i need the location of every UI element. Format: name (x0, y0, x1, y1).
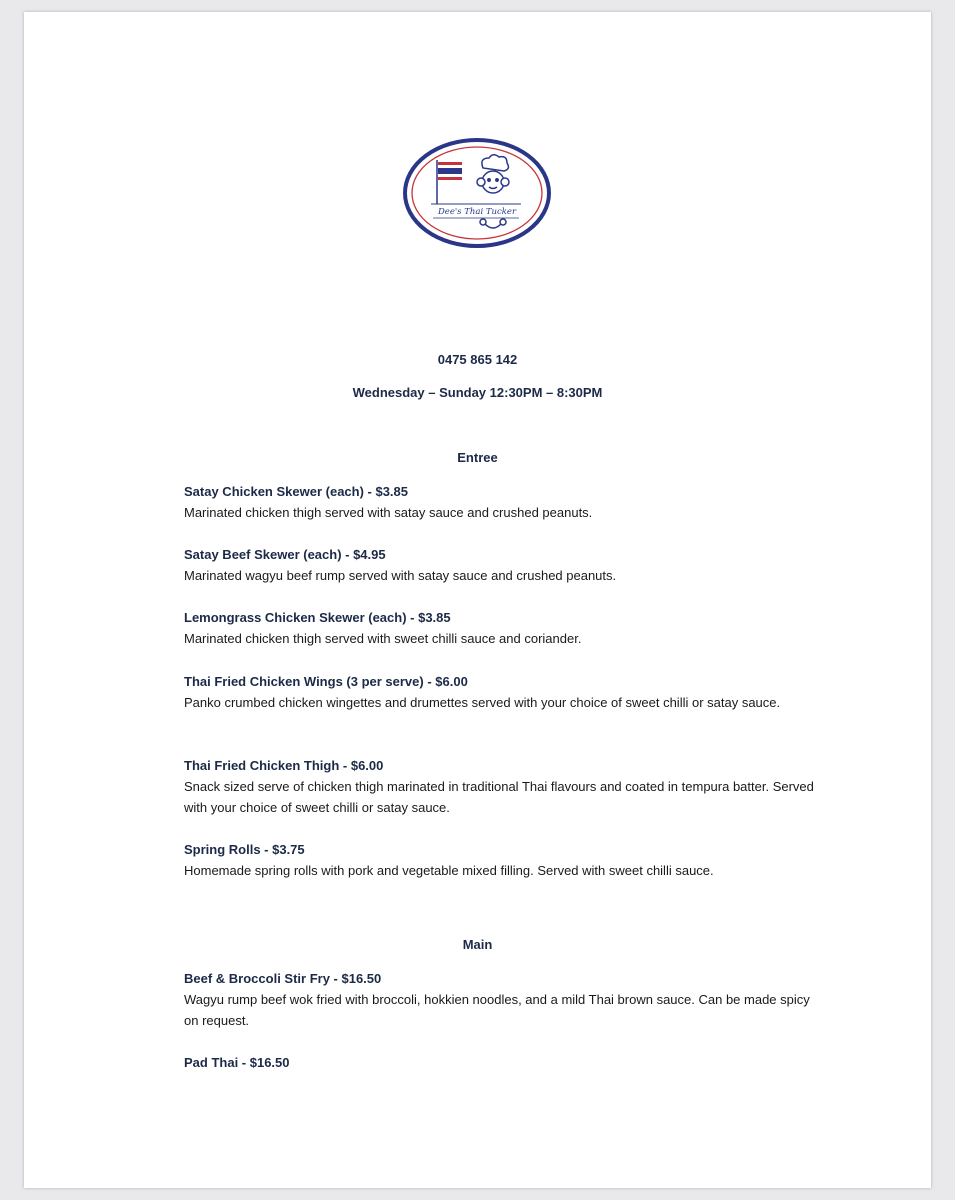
restaurant-logo (403, 138, 551, 248)
menu-item-description: Snack sized serve of chicken thigh marinated in traditional Thai flavours and coated in tempura batter. Served with your choice of sweet chilli or satay sauce. (184, 779, 814, 815)
menu-item-title: Spring Rolls - $3.75 (184, 842, 305, 857)
menu-item-title: Lemongrass Chicken Skewer (each) - $3.85 (184, 610, 451, 625)
menu-item-title: Thai Fried Chicken Thigh - $6.00 (184, 758, 384, 773)
menu-item-title: Satay Beef Skewer (each) - $4.95 (184, 547, 386, 562)
menu-item-description: Wagyu rump beef wok fried with broccoli, hokkien noodles, and a mild Thai brown sauce. Can be made spicy on request. (184, 992, 810, 1028)
menu-item (184, 839, 824, 881)
menu-item-description: Marinated wagyu beef rump served with satay sauce and crushed peanuts. (184, 568, 617, 583)
menu-item-description: Panko crumbed chicken wingettes and drumettes served with your choice of sweet chilli or satay sauce. (184, 695, 781, 710)
menu-item-title: Pad Thai - $16.50 (184, 1055, 290, 1070)
menu-item (184, 481, 824, 523)
section-heading-entree: Entree (457, 450, 498, 465)
menu-item (184, 755, 824, 818)
phone-number: 0475 865 142 (437, 352, 518, 367)
menu-item-title: Thai Fried Chicken Wings (3 per serve) - $6.00 (184, 674, 468, 689)
menu-item (184, 968, 824, 1031)
menu-item-title: Beef & Broccoli Stir Fry - $16.50 (184, 971, 382, 986)
menu-item-description: Homemade spring rolls with pork and vegetable mixed filling. Served with sweet chilli sauce. (184, 863, 714, 878)
logo-text: Dee's Thai Tucker (437, 207, 517, 217)
menu-item (184, 544, 824, 586)
opening-hours: Wednesday – Sunday 12:30PM – 8:30PM (352, 385, 603, 400)
section-heading-main: Main (462, 937, 493, 952)
menu-item (184, 671, 824, 713)
menu-item-title: Satay Chicken Skewer (each) - $3.85 (184, 484, 409, 499)
menu-item-description: Marinated chicken thigh served with sweet chilli sauce and coriander. (184, 631, 582, 646)
menu-item-description: Marinated chicken thigh served with satay sauce and crushed peanuts. (184, 505, 593, 520)
menu-page (24, 12, 931, 1188)
menu-item (184, 607, 824, 649)
menu-item (184, 1052, 824, 1073)
